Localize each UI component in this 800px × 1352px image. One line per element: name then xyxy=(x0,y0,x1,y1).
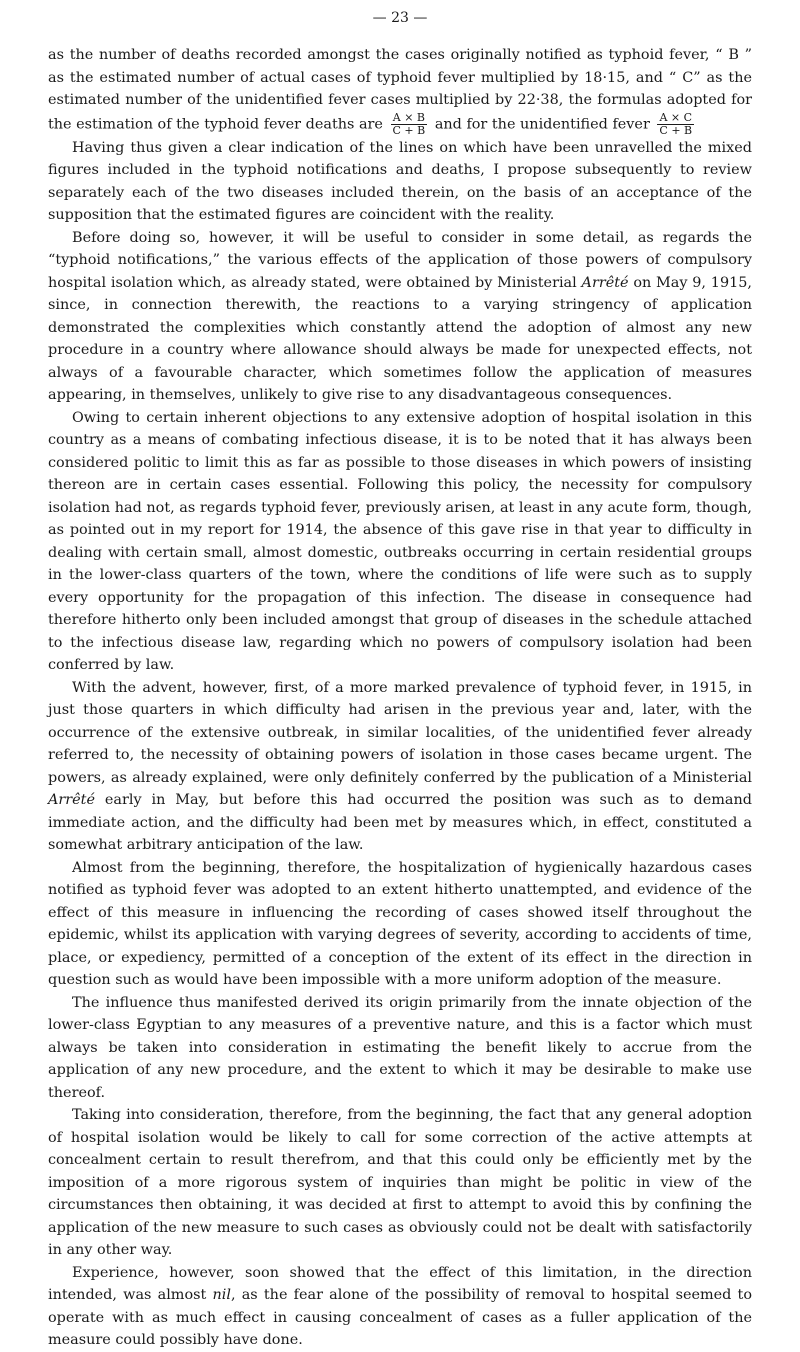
paragraph-9-text-a: Experience, however, soon showed that the effect of this limitation, in the direction intended, was almost xyxy=(48,1264,752,1303)
paragraph-3 xyxy=(48,227,752,407)
paragraph-5-text-a: With the advent, however, first, of a more marked prevalence of typhoid fever, in 1915, in just those quarters in which difficulty had arisen in the previous year and, later, with the occurrence of the extensive outbreak, in similar localities, of the unidentified fever already referred to, the necessity of obtaining powers of isolation in those cases became urgent. The powers, as already explained, were only definitely conferred by the publication of a Ministerial xyxy=(48,679,752,786)
paragraph-3-text-a: Before doing so, however, it will be useful to consider in some detail, as regards the “typhoid notifications,” the various effects of the application of those powers of compulsory hospital isolation which, as already stated, were obtained by Ministerial xyxy=(48,229,752,291)
paragraph-4: Owing to certain inherent objections to any extensive adoption of hospital isolation in this country as a means of combating infectious disease, it is to be noted that it has always been considered politic to limit this as far as possible to those diseases in which powers of insisting thereon are in certain cases essential. Following this policy, the necessity for compulsory isolation had not, as regards typhoid fever, previously arisen, at least in any acute form, though, as pointed out in my report for 1914, the absence of this gave rise in that year to difficulty in dealing with certain small, almost domestic, outbreaks occurring in certain residential groups in the lower-class quarters of the town, where the conditions of life were such as to supply every opportunity for the propagation of this infection. The disease in consequence had therefore hitherto only been included amongst that group of diseases in the schedule attached to the infectious disease law, regarding which no powers of compulsory isolation had been conferred by law. xyxy=(48,409,752,673)
paragraph-9-text-b: , as the fear alone of the possibility of removal to hospital seemed to operate with as much effect in causing concealment of cases as a fuller application of the measure could possibly have done. xyxy=(48,1287,752,1348)
paragraph-6: Almost from the beginning, therefore, the hospitalization of hygienically hazardous cases notified as typhoid fever was adopted to an extent hitherto unattempted, and evidence of the effect of this measure in influencing the recording of cases showed itself throughout the epidemic, whilst its application with varying degrees of severity, according to accidents of time, place, or expediency, permitted of a conception of the extent of its effect in the direction in question such as would have been impossible with a more uniform adoption of the measure. xyxy=(48,859,752,988)
arrete-italic: Arrêté xyxy=(48,792,95,808)
formula-2-numerator: A × C xyxy=(657,112,694,125)
arrete-italic: Arrêté xyxy=(581,274,629,291)
formula-typhoid-deaths xyxy=(391,112,428,137)
paragraph-1-text-b: and for the unidentified fever xyxy=(434,116,650,132)
paragraph-2: Having thus given a clear indication of the lines on which have been unravelled the mixed figures included in the typhoid notifications and deaths, I propose subsequently to review separately each of the two diseases included therein, on the basis of an acceptance of the supposition that the estimated figures are coincident with the reality. xyxy=(48,139,752,223)
paragraph-1 xyxy=(48,44,752,137)
formula-1-numerator: A × B xyxy=(391,112,428,125)
formula-2-denominator: C + B xyxy=(659,123,693,137)
paragraph-1-text-a: as the number of deaths recorded amongst the cases originally notified as typhoid fever, “ B ” as the estimated number of actual cases of typhoid fever multiplied by 18·15, and “ C” as the estimated number of the unidentified fever cases multiplied by 22·38, the formulas adopted for the estimation of the typhoid fever deaths are xyxy=(48,47,752,132)
body-text xyxy=(48,44,752,1352)
paragraph-8: Taking into consideration, therefore, from the beginning, the fact that any general adoption of hospital isolation would be likely to call for some correction of the active attempts at concealment certain to result therefrom, and that this could only be efficiently met by the imposition of a more rigorous system of inquiries than might be politic in view of the circumstances then obtaining, it was decided at first to attempt to avoid this by confining the application of the new measure to such cases as obviously could not be dealt with satisfactorily in any other way. xyxy=(48,1107,752,1258)
formula-1-denominator: C + B xyxy=(392,123,426,137)
paragraph-3-text-b: on May 9, 1915, since, in connection therewith, the reactions to a varying stringency of application demonstrated the complexities which constantly attend the adoption of almost any new procedure in a country where allowance should always be made for unexpected effects, not always of a favourable character, which sometimes follow the application of measures appearing, in themselves, unlikely to give rise to any disadvantageous consequences. xyxy=(48,274,752,403)
paragraph-9 xyxy=(48,1262,752,1352)
nil-italic: nil xyxy=(212,1287,231,1303)
paragraph-5 xyxy=(48,677,752,857)
paragraph-7: The influence thus manifested derived its origin primarily from the innate objection of the lower-class Egyptian to any measures of a preventive nature, and this is a factor which must always be taken into consideration in estimating the benefit likely to accrue from the application of any new procedure, and the extent to which it may be desirable to make use thereof. xyxy=(48,994,752,1101)
formula-unidentified-fever xyxy=(657,112,694,137)
paragraph-5-text-b: early in May, but before this had occurred the position was such as to demand immediate action, and the difficulty had been met by measures which, in effect, constituted a somewhat arbitrary anticipation of the law. xyxy=(48,792,752,853)
page-number: — 23 — xyxy=(372,10,428,26)
